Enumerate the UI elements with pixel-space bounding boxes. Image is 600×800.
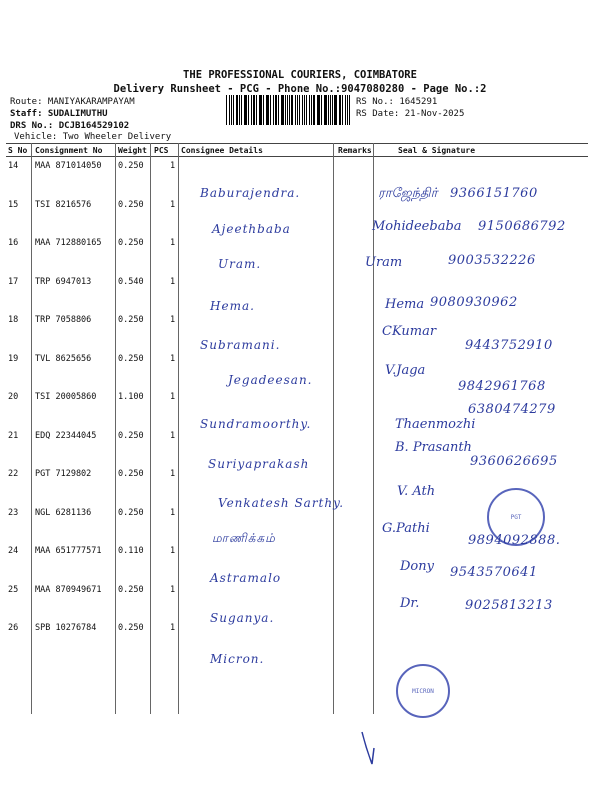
cell-consignment: MAA 651777571 <box>35 546 102 556</box>
cell-sno: 26 <box>8 623 19 633</box>
col-weight: Weight <box>118 146 147 155</box>
barcode-bar <box>304 95 305 125</box>
cell-consignment: TRP 7058806 <box>35 315 92 325</box>
barcode-bar <box>317 95 318 125</box>
cell-weight: 0.250 <box>118 469 144 479</box>
barcode-bar <box>334 95 336 125</box>
barcode-bar <box>289 95 290 125</box>
barcode-bar <box>299 95 300 125</box>
handwritten-sig: Uram <box>365 255 403 270</box>
barcode-bar <box>311 95 312 125</box>
barcode-bar <box>270 95 271 125</box>
handwritten-name: Venkatesh Sarthy. <box>218 496 345 510</box>
handwritten-sig: ராஜேந்திர் <box>378 186 438 201</box>
handwritten-name: Subramani. <box>200 338 281 352</box>
barcode-bar <box>302 95 303 125</box>
barcode-bar <box>256 95 257 125</box>
handwritten-name: Micron. <box>210 652 265 666</box>
cell-sno: 25 <box>8 584 19 595</box>
barcode-bar <box>239 95 240 125</box>
cell-weight: 0.250 <box>118 584 144 595</box>
barcode-bar <box>253 95 255 125</box>
cell-sno: 17 <box>8 276 19 287</box>
cell-consignment: MAA 871014050 <box>35 161 102 171</box>
table-row <box>6 618 588 656</box>
barcode-bar <box>295 95 296 125</box>
handwritten-sig: Dony <box>400 559 434 574</box>
route-label: Route: MANIYAKARAMPAYAM <box>10 97 135 107</box>
handwritten-name: Baburajendra. <box>200 186 301 200</box>
table-top-rule <box>6 143 588 144</box>
cell-pcs: 1 <box>170 507 176 518</box>
col-consignee: Consignee Details <box>181 146 263 155</box>
handwritten-phone: 6380474279 <box>468 402 556 417</box>
cell-weight: 0.250 <box>118 315 144 325</box>
handwritten-name: Uram. <box>218 257 262 271</box>
staff-label: Staff: SUDALIMUTHU <box>10 109 108 119</box>
cell-pcs: 1 <box>170 315 176 325</box>
handwritten-phone: 9003532226 <box>448 253 536 268</box>
cell-weight: 0.250 <box>118 199 144 210</box>
handwritten-sig: V.Jaga <box>385 362 426 378</box>
barcode-bar <box>297 95 298 125</box>
handwritten-phone: 9150686792 <box>478 218 566 234</box>
handwritten-sig: Hema <box>385 296 425 312</box>
barcode-bar <box>260 95 261 125</box>
stamp-text: MICRON <box>412 687 434 695</box>
barcode-bar <box>233 95 234 125</box>
barcode-bar <box>345 95 346 125</box>
barcode-bar <box>248 95 249 125</box>
barcode-bar <box>349 95 350 125</box>
cell-pcs: 1 <box>170 161 176 171</box>
barcode-bar <box>244 95 245 125</box>
barcode-bar <box>226 95 227 125</box>
cell-consignment: TVL 8625656 <box>35 353 92 364</box>
cell-weight: 0.540 <box>118 276 144 287</box>
cell-consignment: MAA 870949671 <box>35 584 102 595</box>
handwritten-phone: 9080930962 <box>430 294 518 310</box>
cell-sno: 18 <box>8 315 19 325</box>
cell-weight: 0.250 <box>118 161 144 171</box>
cell-sno: 16 <box>8 238 19 248</box>
barcode-bar <box>321 95 322 125</box>
barcode-bar <box>347 95 348 125</box>
cell-consignment: TRP 6947013 <box>35 276 92 287</box>
cell-sno: 20 <box>8 392 19 402</box>
cell-sno: 22 <box>8 469 19 479</box>
barcode-bar <box>259 95 260 125</box>
handwritten-sig: G.Pathi <box>382 520 430 536</box>
barcode-bar <box>263 95 264 125</box>
cell-pcs: 1 <box>170 199 176 210</box>
cell-sno: 19 <box>8 353 19 364</box>
cell-pcs: 1 <box>170 392 176 402</box>
cell-sno: 24 <box>8 546 19 556</box>
cell-pcs: 1 <box>170 353 176 364</box>
cell-pcs: 1 <box>170 430 176 441</box>
barcode-bar <box>287 95 288 125</box>
cell-weight: 0.250 <box>118 623 144 633</box>
handwritten-phone: 9360626695 <box>470 453 558 469</box>
barcode-bar <box>245 95 246 125</box>
handwritten-phone: 9543570641 <box>450 565 538 580</box>
cell-consignment: TSI 20005860 <box>35 392 97 402</box>
cell-pcs: 1 <box>170 238 176 248</box>
cell-pcs: 1 <box>170 584 176 595</box>
handwritten-sig: CKumar <box>382 324 437 339</box>
handwritten-name: Ajeethbaba <box>212 221 291 236</box>
handwritten-sig: V. Ath <box>397 484 436 499</box>
rs-date: RS Date: 21-Nov-2025 <box>356 109 465 119</box>
barcode-bar <box>278 95 279 125</box>
cell-consignment: MAA 712880165 <box>35 238 102 248</box>
cell-weight: 0.250 <box>118 430 144 441</box>
barcode <box>226 95 352 125</box>
barcode-bar <box>328 95 329 125</box>
barcode-bar <box>340 95 341 125</box>
handwritten-sig: Mohideebaba <box>372 218 462 234</box>
barcode-bar <box>236 95 238 125</box>
cell-consignment: EDQ 22344045 <box>35 430 97 441</box>
handwritten-name: Sundramoorthy. <box>200 417 312 431</box>
barcode-bar <box>231 95 232 125</box>
stamp-text: PGT <box>510 513 522 521</box>
cell-pcs: 1 <box>170 276 176 287</box>
cell-weight: 0.110 <box>118 546 144 556</box>
barcode-bar <box>325 95 326 125</box>
handwritten-sig: B. Prasanth <box>395 439 472 455</box>
handwritten-phone: 9894092888. <box>468 532 561 548</box>
cell-sno: 15 <box>8 199 19 210</box>
cell-weight: 0.250 <box>118 507 144 518</box>
barcode-bar <box>318 95 319 125</box>
barcode-bar <box>241 95 242 125</box>
barcode-bar <box>281 95 282 125</box>
col-consignment: Consignment No <box>35 146 103 155</box>
handwritten-name: Suganya. <box>210 610 275 625</box>
cell-consignment: TSI 8216576 <box>35 199 92 210</box>
cell-weight: 0.250 <box>118 353 144 364</box>
cell-pcs: 1 <box>170 469 176 479</box>
pen-tick-mark <box>360 728 380 768</box>
handwritten-sig: Thaenmozhi <box>395 417 476 432</box>
rs-number: RS No.: 1645291 <box>356 97 438 107</box>
barcode-bar <box>332 95 333 125</box>
barcode-bar <box>251 95 252 125</box>
barcode-bar <box>275 95 277 125</box>
handwritten-sig: Dr. <box>400 595 420 611</box>
barcode-bar <box>330 95 331 125</box>
cell-consignment: PGT 7129802 <box>35 469 92 479</box>
barcode-bar <box>306 95 307 125</box>
handwritten-phone: 9842961768 <box>458 378 546 394</box>
cell-sno: 14 <box>8 161 19 171</box>
handwritten-name: Suriyaprakash <box>208 456 310 471</box>
handwritten-name: Jegadeesan. <box>228 372 313 387</box>
col-sno: S No <box>8 146 28 155</box>
handwritten-phone: 9443752910 <box>465 338 553 353</box>
barcode-bar <box>324 95 325 125</box>
cell-consignment: SPB 10276784 <box>35 623 97 633</box>
barcode-bar <box>282 95 283 125</box>
barcode-bar <box>342 95 343 125</box>
handwritten-name: மாணிக்கம் <box>212 530 276 545</box>
barcode-bar <box>273 95 274 125</box>
vehicle-label: Vehicle: Two Wheeler Delivery <box>14 132 172 142</box>
cell-pcs: 1 <box>170 623 176 633</box>
drs-label: DRS No.: DCJB164529102 <box>10 121 130 131</box>
barcode-bar <box>266 95 267 125</box>
cell-consignment: NGL 6281136 <box>35 507 92 518</box>
cell-weight: 0.250 <box>118 238 144 248</box>
handwritten-name: Hema. <box>210 298 255 313</box>
runsheet-title: Delivery Runsheet - PCG - Phone No.:9047080280 - Page No.:2 <box>113 83 487 95</box>
round-seal-stamp <box>396 664 450 718</box>
cell-sno: 23 <box>8 507 19 518</box>
barcode-bar <box>285 95 286 125</box>
col-remarks: Remarks <box>338 146 372 155</box>
col-pcs: PCS <box>154 146 169 155</box>
cell-pcs: 1 <box>170 546 176 556</box>
handwritten-phone: 9366151760 <box>450 186 538 201</box>
barcode-bar <box>291 95 293 125</box>
barcode-bar <box>313 95 315 125</box>
cell-sno: 21 <box>8 430 19 441</box>
barcode-bar <box>339 95 340 125</box>
col-seal: Seal & Signature <box>398 146 476 155</box>
barcode-bar <box>309 95 310 125</box>
handwritten-phone: 9025813213 <box>465 597 553 613</box>
barcode-bar <box>267 95 268 125</box>
cell-weight: 1.100 <box>118 392 144 402</box>
handwritten-name: Astramalo <box>210 571 282 585</box>
company-title: THE PROFESSIONAL COURIERS, COIMBATORE <box>183 69 417 81</box>
barcode-bar <box>229 95 230 125</box>
